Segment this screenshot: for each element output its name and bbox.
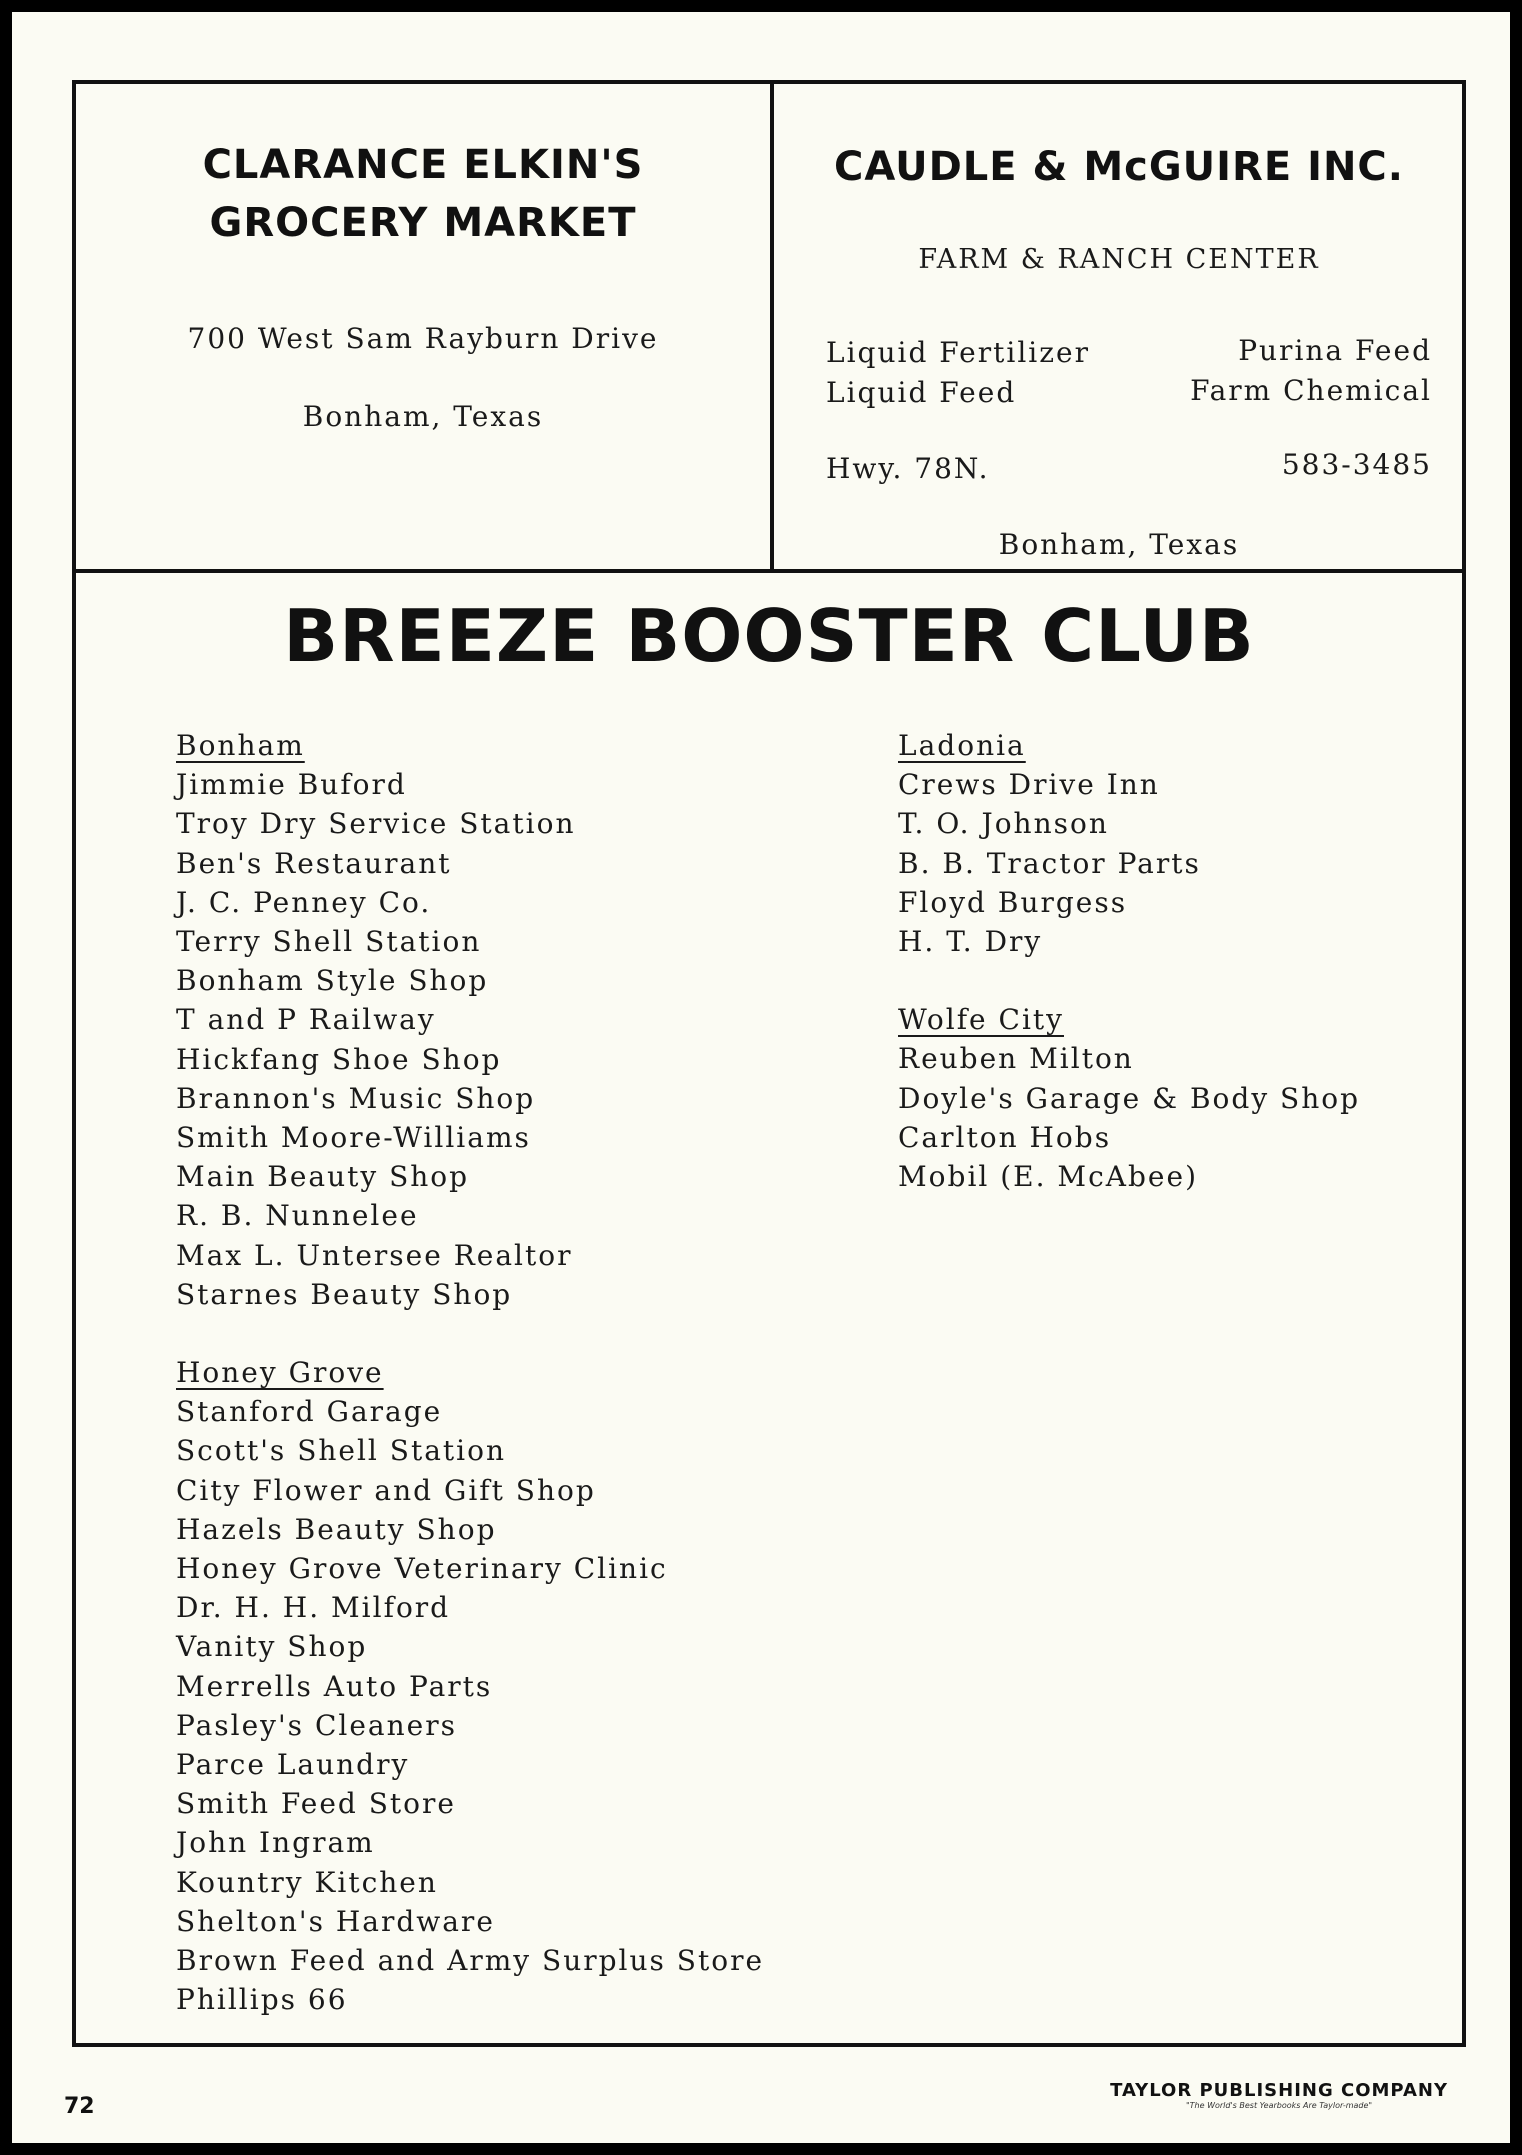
member-honey-grove: John Ingram (176, 1826, 375, 1860)
publisher-name: TAYLOR PUBLISHING COMPANY (1110, 2080, 1448, 2101)
member-wolfe-city: Reuben Milton (898, 1042, 1134, 1076)
elkins-title-line2: GROCERY MARKET (209, 200, 637, 246)
yearbook-page (12, 12, 1510, 2143)
section-heading-wolfe-city: Wolfe City (898, 1003, 1064, 1037)
publisher-credit (1110, 2080, 1448, 2110)
member-bonham: Hickfang Shoe Shop (176, 1042, 502, 1076)
member-honey-grove: Smith Feed Store (176, 1787, 456, 1821)
elkins-ad-title (76, 136, 770, 252)
caudle-phone: 583-3485 (1281, 448, 1432, 481)
member-wolfe-city: Mobil (E. McAbee) (898, 1160, 1198, 1194)
caudle-highway: Hwy. 78N. (826, 452, 990, 485)
elkins-address: 700 West Sam Rayburn Drive (187, 322, 659, 355)
publisher-tagline: "The World's Best Yearbooks Are Taylor-made" (1185, 2101, 1373, 2110)
page-number: 72 (64, 2094, 95, 2119)
caudle-city: Bonham, Texas (998, 528, 1240, 561)
member-bonham: Terry Shell Station (176, 925, 482, 959)
member-honey-grove: Vanity Shop (176, 1630, 368, 1664)
elkins-title-line1: CLARANCE ELKIN'S (202, 142, 644, 188)
booster-column-left (176, 726, 764, 2020)
horizontal-divider (76, 569, 1462, 573)
member-honey-grove: Merrells Auto Parts (176, 1669, 493, 1703)
member-honey-grove: Phillips 66 (176, 1983, 348, 2017)
section-heading-ladonia: Ladonia (898, 729, 1026, 762)
member-honey-grove: Hazels Beauty Shop (176, 1512, 497, 1546)
section-heading-bonham: Bonham (176, 729, 305, 762)
caudle-product-farm-chemical: Farm Chemical (1190, 374, 1432, 407)
member-honey-grove: City Flower and Gift Shop (176, 1473, 596, 1507)
caudle-ad-title: CAUDLE & McGUIRE INC. (834, 144, 1404, 190)
elkins-city: Bonham, Texas (302, 400, 544, 433)
member-ladonia: H. T. Dry (898, 925, 1043, 959)
member-honey-grove: Scott's Shell Station (176, 1434, 507, 1468)
section-heading-honey-grove: Honey Grove (176, 1356, 384, 1390)
member-honey-grove: Kountry Kitchen (176, 1865, 438, 1899)
member-bonham: Main Beauty Shop (176, 1160, 470, 1194)
member-bonham: Brannon's Music Shop (176, 1081, 536, 1115)
caudle-product-purina-feed: Purina Feed (1238, 334, 1432, 367)
member-honey-grove: Shelton's Hardware (176, 1904, 495, 1938)
member-bonham: Max L. Untersee Realtor (176, 1238, 573, 1272)
member-bonham: Troy Dry Service Station (176, 807, 576, 841)
member-honey-grove: Pasley's Cleaners (176, 1708, 457, 1742)
member-ladonia: Crews Drive Inn (898, 768, 1160, 802)
member-bonham: Bonham Style Shop (176, 964, 489, 998)
caudle-product-liquid-feed: Liquid Feed (826, 376, 1017, 409)
member-wolfe-city: Carlton Hobs (898, 1120, 1112, 1154)
booster-club-title: BREEZE BOOSTER CLUB (283, 594, 1255, 678)
member-bonham: Smith Moore-Williams (176, 1121, 531, 1155)
member-honey-grove: Stanford Garage (176, 1395, 443, 1429)
caudle-subtitle: FARM & RANCH CENTER (918, 244, 1320, 275)
caudle-product-liquid-fertilizer: Liquid Fertilizer (826, 336, 1090, 369)
member-honey-grove: Brown Feed and Army Surplus Store (176, 1944, 765, 1978)
member-bonham: R. B. Nunnelee (176, 1199, 419, 1233)
member-bonham: J. C. Penney Co. (176, 885, 432, 919)
member-honey-grove: Dr. H. H. Milford (176, 1591, 451, 1625)
member-bonham: Starnes Beauty Shop (176, 1277, 513, 1311)
member-bonham: T and P Railway (176, 1003, 436, 1037)
member-honey-grove: Honey Grove Veterinary Clinic (176, 1552, 668, 1586)
booster-column-right (898, 726, 1360, 1196)
member-wolfe-city: Doyle's Garage & Body Shop (898, 1081, 1361, 1115)
member-honey-grove: Parce Laundry (176, 1748, 410, 1782)
member-ladonia: T. O. Johnson (898, 807, 1109, 841)
member-bonham: Ben's Restaurant (176, 846, 452, 880)
member-bonham: Jimmie Buford (176, 768, 407, 802)
member-ladonia: B. B. Tractor Parts (898, 846, 1201, 880)
member-ladonia: Floyd Burgess (898, 885, 1128, 919)
ad-frame (72, 80, 1466, 2047)
